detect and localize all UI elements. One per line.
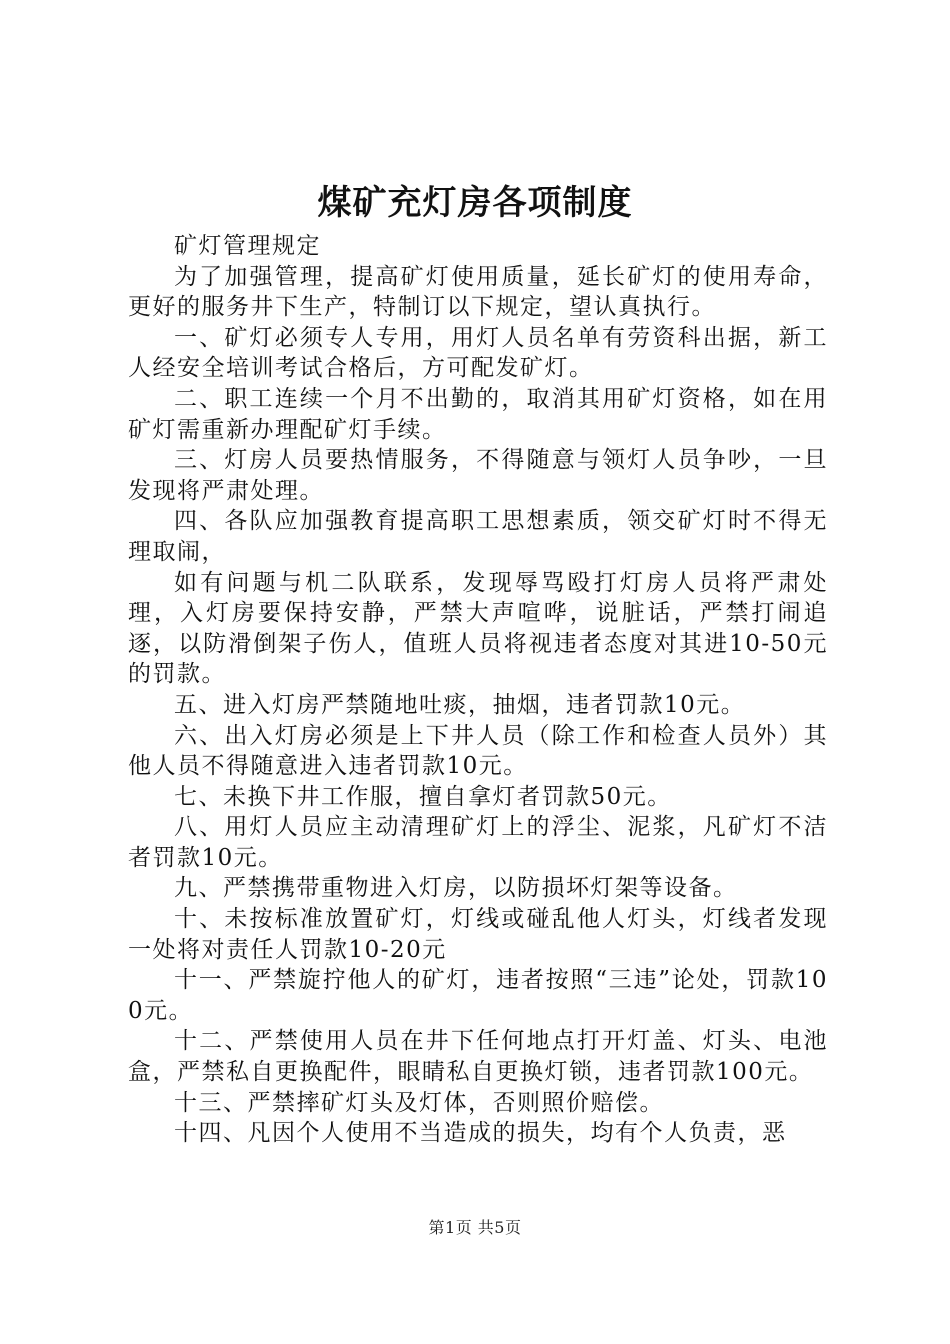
rule-paragraph-9: 九、严禁携带重物进入灯房，以防损坏灯架等设备。 (174, 875, 738, 902)
rule-paragraph-13: 十三、严禁摔矿灯头及灯体，否则照价赔偿。 (174, 1089, 664, 1116)
rule-paragraph-1: 一、矿灯必须专人专用，用灯人员名单有劳资科出据，新工人经安全培训考试合格后，方可配发矿灯。 (128, 324, 828, 382)
document-body (128, 231, 828, 1149)
rule-paragraph-4: 四、各队应加强教育提高职工思想素质，领交矿灯时不得无理取闹， (128, 508, 828, 565)
rule-paragraph-6: 六、出入灯房必须是上下井人员（除工作和检查人员外）其他人员不得随意进入违者罚款10元。 (128, 722, 828, 780)
rule-paragraph-12: 十二、严禁使用人员在井下任何地点打开灯盖、灯头、电池盒，严禁私自更换配件，眼睛私自更换灯锁，违者罚款100元。 (128, 1028, 828, 1086)
rule-paragraph-7: 七、未换下井工作服，擅自拿灯者罚款50元。 (174, 783, 672, 810)
rule-paragraph-14: 十四、凡因个人使用不当造成的损失，均有个人负责，恶 (174, 1120, 787, 1147)
rule-paragraph-8: 八、用灯人员应主动清理矿灯上的浮尘、泥浆，凡矿灯不洁者罚款10元。 (128, 814, 828, 871)
rule-paragraph-10: 十、未按标准放置矿灯，灯线或碰乱他人灯头，灯线者发现一处将对责任人罚款10-20元 (128, 906, 828, 963)
rule-paragraph-11: 十一、严禁旋拧他人的矿灯，违者按照“三违”论处，罚款100元。 (128, 967, 828, 1024)
rule-paragraph-4-continued: 如有问题与机二队联系，发现辱骂殴打灯房人员将严肃处理，入灯房要保持安静，严禁大声喧哗，说脏话，严禁打闹追逐，以防滑倒架子伤人，值班人员将视违者态度对其进10-50元的罚款。 (128, 569, 828, 688)
page-number-footer: 第1页 共5页 (428, 1218, 522, 1237)
rule-paragraph-2: 二、职工连续一个月不出勤的，取消其用矿灯资格，如在用矿灯需重新办理配矿灯手续。 (128, 385, 828, 443)
section-heading: 矿灯管理规定 (174, 233, 321, 259)
rule-paragraph-3: 三、灯房人员要热情服务，不得随意与领灯人员争吵，一旦发现将严肃处理。 (128, 447, 828, 504)
document-title: 煤矿充灯房各项制度 (317, 183, 633, 223)
intro-paragraph: 为了加强管理，提高矿灯使用质量，延长矿灯的使用寿命，更好的服务井下生产，特制订以下规定，望认真执行。 (128, 263, 828, 321)
rule-paragraph-5: 五、进入灯房严禁随地吐痰，抽烟，违者罚款10元。 (174, 691, 746, 718)
